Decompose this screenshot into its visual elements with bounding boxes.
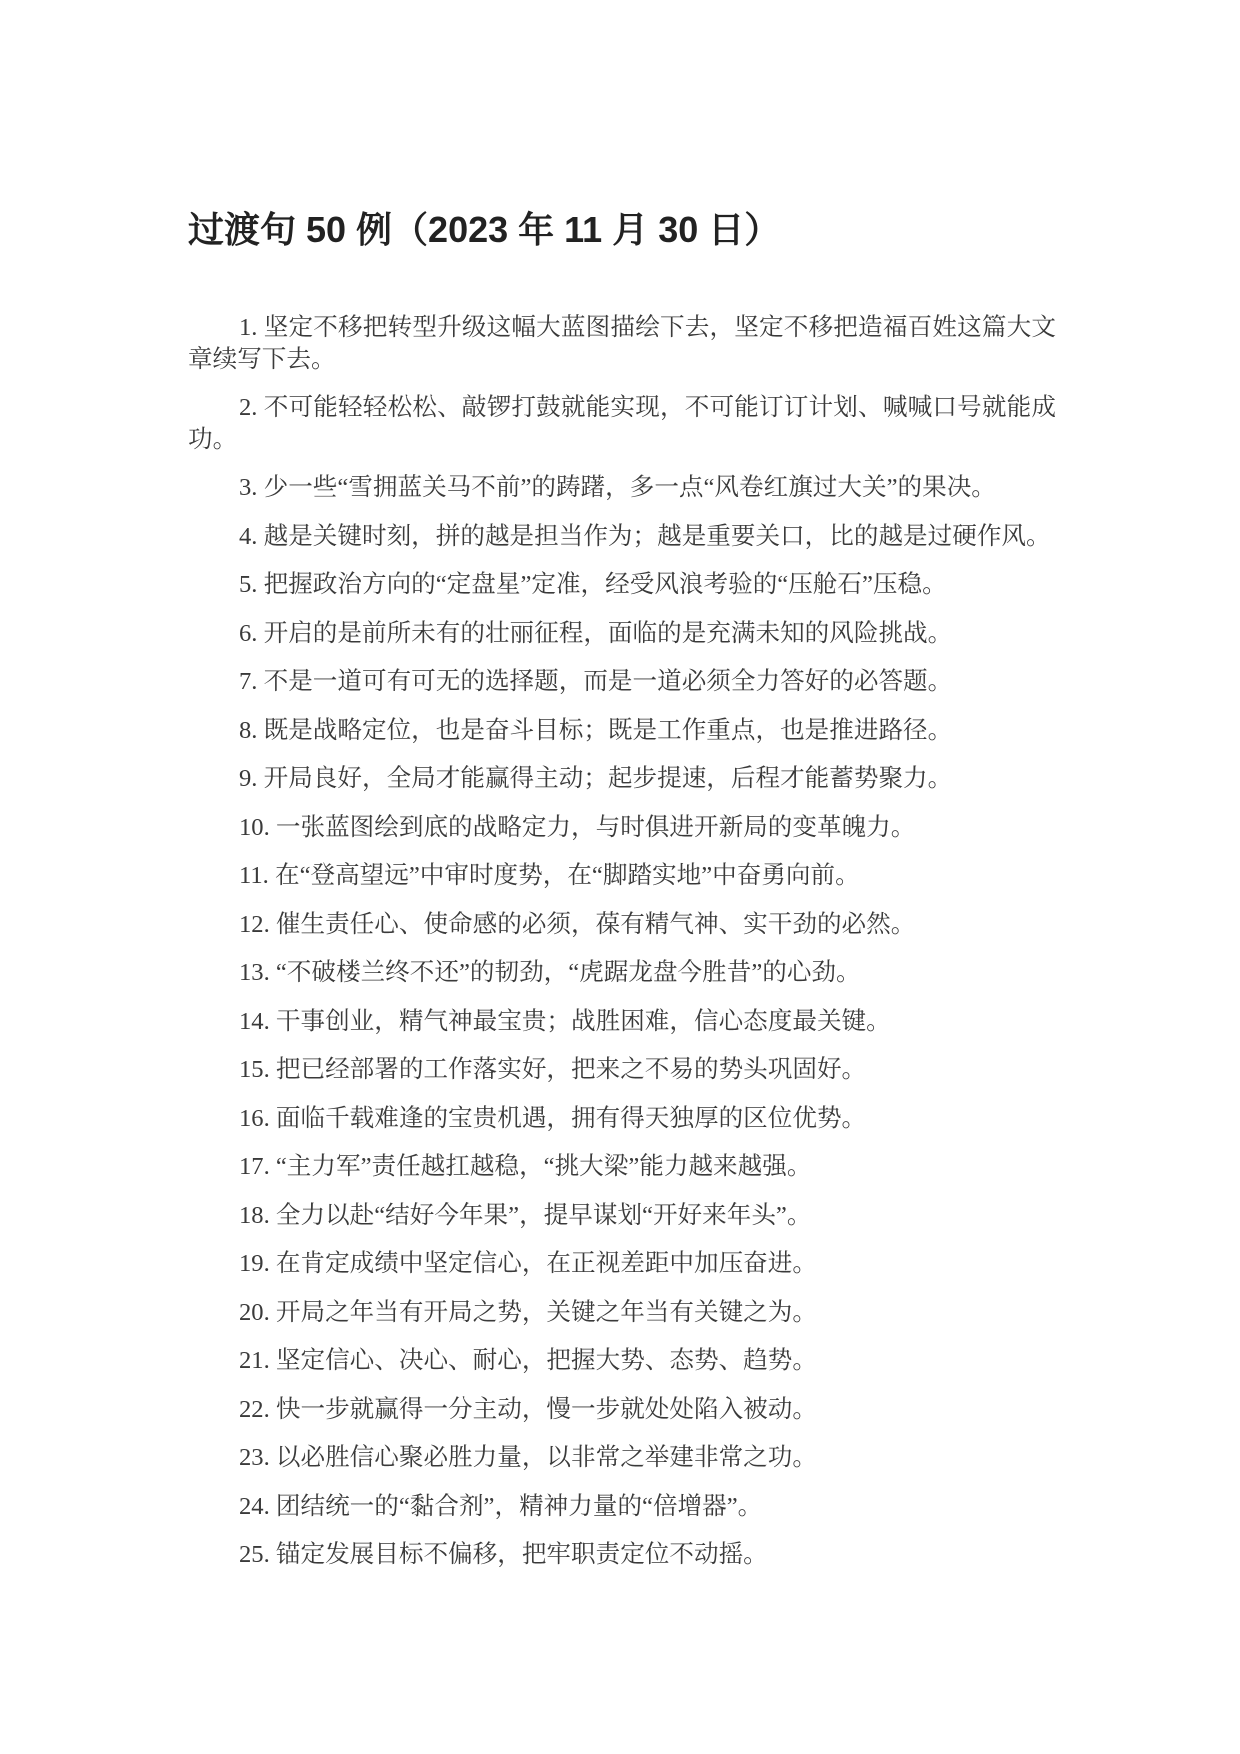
list-item: 17. “主力军”责任越扛越稳，“挑大梁”能力越来越强。 xyxy=(239,1153,812,1180)
list-item: 14. 干事创业，精气神最宝贵；战胜困难，信心态度最关键。 xyxy=(239,1007,891,1035)
list-item: 16. 面临千载难逢的宝贵机遇，拥有得天独厚的区位优势。 xyxy=(239,1104,867,1132)
list-item: 20. 开局之年当有开局之势，关键之年当有关键之为。 xyxy=(239,1298,817,1326)
list-item: 18. 全力以赴“结好今年果”，提早谋划“开好来年头”。 xyxy=(239,1201,812,1229)
list-item: 6. 开启的是前所未有的壮丽征程，面临的是充满未知的风险挑战。 xyxy=(239,619,953,647)
list-item: 9. 开局良好，全局才能赢得主动；起步提速，后程才能蓄势聚力。 xyxy=(239,765,953,792)
list-item: 11. 在“登高望远”中审时度势，在“脚踏实地”中奋勇向前。 xyxy=(239,862,860,889)
list-item: 24. 团结统一的“黏合剂”，精神力量的“倍增器”。 xyxy=(239,1492,763,1520)
list-item: 23. 以必胜信心聚必胜力量，以非常之举建非常之功。 xyxy=(239,1444,817,1471)
list-item: 15. 把已经部署的工作落实好，把来之不易的势头巩固好。 xyxy=(239,1056,867,1083)
list-item: 12. 催生责任心、使命感的必须，葆有精气神、实干劲的必然。 xyxy=(239,910,916,938)
list-item: 19. 在肯定成绩中坚定信心，在正视差距中加压奋进。 xyxy=(239,1250,817,1277)
list-item: 8. 既是战略定位，也是奋斗目标；既是工作重点，也是推进路径。 xyxy=(239,716,953,744)
list-item: 4. 越是关键时刻，拼的越是担当作为；越是重要关口，比的越是过硬作风。 xyxy=(239,522,1051,550)
list-item: 21. 坚定信心、决心、耐心，把握大势、态势、趋势。 xyxy=(239,1347,817,1374)
list-item: 7. 不是一道可有可无的选择题，而是一道必须全力答好的必答题。 xyxy=(239,668,953,695)
list-item: 2. 不可能轻轻松松、敲锣打鼓就能实现，不可能订订计划、喊喊口号就能成功。 xyxy=(188,394,1056,453)
list-item: 1. 坚定不移把转型升级这幅大蓝图描绘下去，坚定不移把造福百姓这篇大文章续写下去。 xyxy=(188,314,1056,373)
list-item: 13. “不破楼兰终不还”的韧劲，“虎踞龙盘今胜昔”的心劲。 xyxy=(239,959,861,986)
list-item: 22. 快一步就赢得一分主动，慢一步就处处陷入被动。 xyxy=(239,1395,817,1423)
list-item: 3. 少一些“雪拥蓝关马不前”的踌躇，多一点“风卷红旗过大关”的果决。 xyxy=(239,474,996,501)
list-item: 10. 一张蓝图绘到底的战略定力，与时俱进开新局的变革魄力。 xyxy=(239,813,916,841)
list-item: 5. 把握政治方向的“定盘星”定准，经受风浪考验的“压舱石”压稳。 xyxy=(239,571,947,598)
sentence-list xyxy=(188,312,1056,1588)
list-item: 25. 锚定发展目标不偏移，把牢职责定位不动摇。 xyxy=(239,1541,768,1568)
page-title: 过渡句 50 例（2023 年 11 月 30 日） xyxy=(188,209,781,250)
